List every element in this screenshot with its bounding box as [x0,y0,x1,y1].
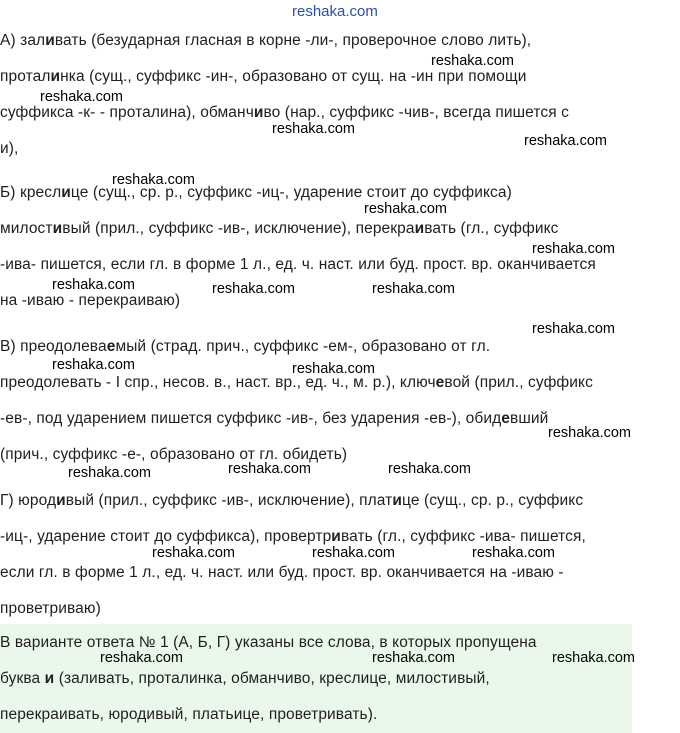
para-d-line-2 [0,528,586,546]
text: во (нар., суффикс -чив-, всегда пишется с [263,104,569,121]
vowel: и [52,220,63,237]
text: це (сущ., ср. р., суффикс [402,492,584,509]
watermark: reshaka.com [524,133,608,149]
vowel: е [501,410,510,427]
watermark: reshaka.com [52,277,136,293]
watermark: reshaka.com [212,281,296,297]
para-a-line-2 [0,68,527,86]
vowel: е [106,338,116,355]
watermark: reshaka.com [372,650,456,666]
text: -ива- пишется, если гл. в форме 1 л., ед. ч. наст. или буд. прост. вр. оканчивается [0,256,596,273]
text: вой (прил., суффикс [444,374,593,391]
text: суффикса -к- - проталина), обманч [0,104,254,121]
para-d-line-4 [0,600,101,618]
text: мый (страд. прич., суффикс -ем-, образовано от гл. [115,338,491,355]
vowel: и [414,220,425,237]
text: -ев-, под ударением пишется суффикс -ив-, без ударения -ев-), обид [0,410,502,427]
vowel: и [331,528,341,545]
watermark: reshaka.com [112,172,196,188]
text: вать (гл., суффикс -ива- пишется, [340,528,586,545]
watermark: reshaka.com [40,89,124,105]
text: вый (прил., суффикс -ив-, исключение), плат [65,492,393,509]
text: буква [0,670,45,687]
text: милост [0,220,53,237]
text: нка (сущ., суффикс -ин-, образовано от сущ. на -ин при помощи [60,68,527,85]
para-a-line-4 [0,140,18,158]
text: Г) юрод [0,492,57,509]
vowel: и [392,492,403,509]
watermark: reshaka.com [472,545,556,561]
text: вый (прил., суффикс -ив-, исключение), перекра [62,220,415,237]
para-d-line-3 [0,564,564,582]
watermark: reshaka.com [532,321,616,337]
vowel: и [44,670,55,687]
answer-line-2 [0,670,490,688]
vowel: и [61,184,71,201]
text: вший [510,410,549,427]
para-a-line-3 [0,104,569,122]
text: протал [0,68,51,85]
watermark: reshaka.com [552,650,636,666]
text: В) преодолева [0,338,107,355]
vowel: и [56,492,66,509]
text: -иц-, ударение стоит до суффикса), провертр [0,528,332,545]
para-a-line-1 [0,32,531,50]
watermark: reshaka.com [100,650,184,666]
watermark: reshaka.com [272,121,356,137]
para-c-line-3 [0,410,548,428]
watermark: reshaka.com [388,461,472,477]
text: вать (гл., суффикс [424,220,559,237]
para-d-line-1 [0,492,583,510]
vowel: е [435,374,445,391]
text: В варианте ответа № 1 (А, Б, Г) указаны все слова, в которых пропущена [0,634,537,651]
watermark: reshaka.com [228,461,312,477]
watermark: reshaka.com [372,281,456,297]
site-link[interactable]: reshaka.com [292,3,378,20]
text: (прич., суффикс -е-, образовано от гл. обидеть) [0,446,348,463]
text: перекраивать, юродивый, платьице, проветривать). [0,706,378,723]
para-b-line-3 [0,256,596,274]
watermark: reshaka.com [292,361,376,377]
vowel: и [45,32,55,49]
vowel: и [50,68,61,85]
text: если гл. в форме 1 л., ед. ч. наст. или буд. прост. вр. оканчивается на -иваю - [0,564,564,581]
para-c-line-1 [0,338,490,356]
text: вать (безударная гласная в корне -ли-, проверочное слово лить), [54,32,532,49]
text: преодолевать - I спр., несов. в., наст. вр., ед. ч., м. р.), ключ [0,374,436,391]
watermark: reshaka.com [532,241,616,257]
watermark: reshaka.com [152,545,236,561]
answer-line-3 [0,706,377,724]
text: на -иваю - перекраиваю) [0,292,181,309]
text: проветриваю) [0,600,101,617]
answer-line-1 [0,634,537,652]
text: це (сущ., ср. р., суффикс -иц-, ударение стоит до суффикса) [70,184,512,201]
watermark: reshaka.com [548,425,632,441]
para-b-line-2 [0,220,559,238]
vowel: и [253,104,264,121]
para-b-line-4 [0,292,180,310]
text: и), [0,140,19,157]
text: (заливать, проталинка, обманчиво, креслице, милостивый, [54,670,490,687]
text: Б) кресл [0,184,62,201]
watermark: reshaka.com [52,357,136,373]
para-b-line-1 [0,184,512,202]
watermark: reshaka.com [312,545,396,561]
watermark: reshaka.com [364,201,448,217]
watermark: reshaka.com [68,465,152,481]
watermark: reshaka.com [431,53,515,69]
text: А) зал [0,32,46,49]
